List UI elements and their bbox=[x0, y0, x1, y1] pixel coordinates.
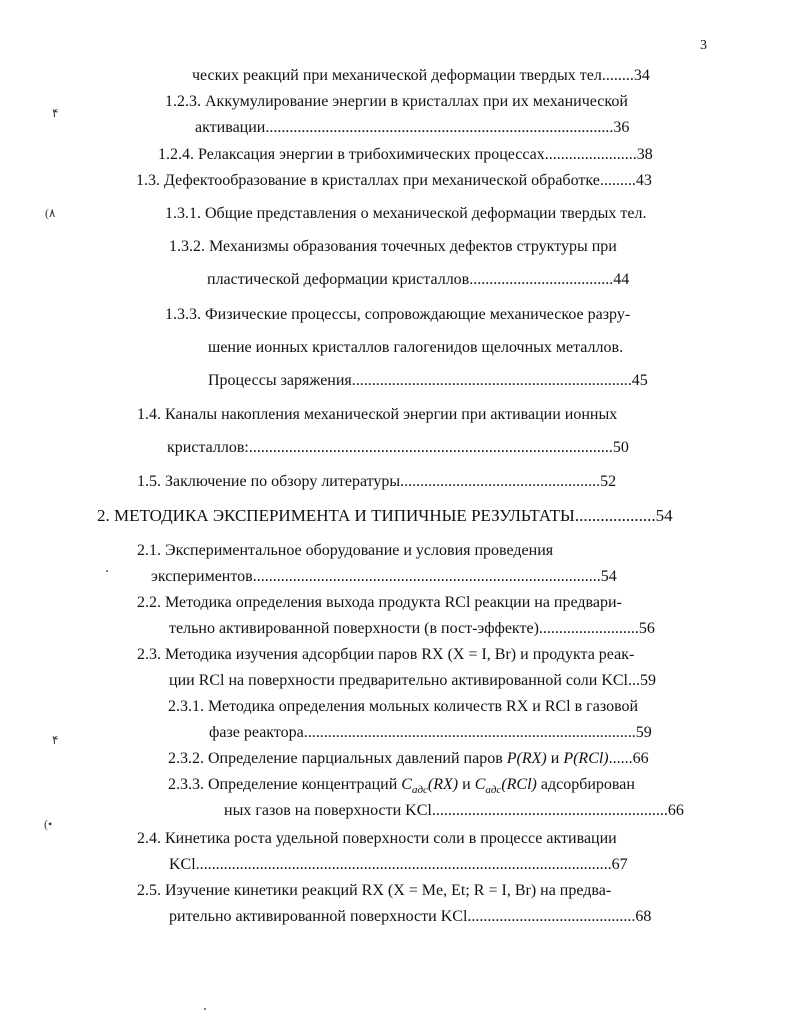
toc-line: кристаллов:...........................................................................................50 bbox=[167, 439, 629, 456]
toc-entry-2-3: 2.3. Методика изучения адсорбции паров RX (X = I, Br) и продукта реак- bbox=[137, 646, 635, 663]
toc-text: и bbox=[546, 750, 564, 767]
formula: C bbox=[401, 776, 412, 793]
toc-entry-1-2-4: 1.2.4. Релаксация энергии в трибохимических процессах.......................38 bbox=[158, 146, 653, 163]
toc-line: KCl........................................................................................................67 bbox=[169, 856, 628, 873]
toc-line: фазе реактора...................................................................................59 bbox=[209, 724, 652, 741]
toc-entry-2-5: 2.5. Изучение кинетики реакций RX (X = Me, Et; R = I, Br) на предва- bbox=[137, 882, 612, 899]
toc-chapter-2: 2. МЕТОДИКА ЭКСПЕРИМЕНТА И ТИПИЧНЫЕ РЕЗУЛЬТАТЫ...................54 bbox=[97, 506, 673, 525]
toc-entry-2-3-1: 2.3.1. Методика определения мольных количеств RX и RCl в газовой bbox=[168, 698, 639, 715]
toc-text: и bbox=[458, 776, 475, 793]
toc-entry-1-3-3: 1.3.3. Физические процессы, сопровождающие механическое разру- bbox=[165, 306, 631, 323]
toc-dots: ......66 bbox=[608, 750, 649, 767]
toc-entry-2-2: 2.2. Методика определения выхода продукта RCl реакции на предвари- bbox=[137, 594, 622, 611]
toc-text: 2.3.3. Определение концентраций bbox=[168, 776, 402, 793]
toc-line: Процессы заряжения......................................................................45 bbox=[208, 372, 648, 389]
toc-line: тельно активированной поверхности (в пост-эффекте).........................56 bbox=[169, 620, 655, 637]
toc-entry-1-3: 1.3. Дефектообразование в кристаллах при механической обработке.........43 bbox=[136, 172, 652, 189]
toc-entry-2-4: 2.4. Кинетика роста удельной поверхности соли в процессе активации bbox=[137, 830, 617, 847]
toc-entry-1-5: 1.5. Заключение по обзору литературы..................................................52 bbox=[137, 473, 617, 490]
toc-line: ции RCl на поверхности предварительно активированной соли KCl...59 bbox=[169, 672, 656, 689]
toc-text: 2.3.2. Определение парциальных давлений паров bbox=[168, 750, 507, 767]
formula: (RCl) bbox=[501, 776, 537, 793]
formula: (RX) bbox=[427, 776, 459, 793]
toc-entry-2-3-3 bbox=[168, 775, 635, 800]
scan-speck bbox=[204, 1008, 206, 1010]
toc-entry-1-3-1: 1.3.1. Общие представления о механической деформации твердых тел. bbox=[165, 205, 647, 222]
toc-line: рительно активированной поверхности KCl..........................................68 bbox=[169, 908, 652, 925]
toc-line: активации.......................................................................................36 bbox=[195, 119, 630, 136]
page-number: 3 bbox=[700, 38, 707, 53]
toc-text: адсорбирован bbox=[536, 776, 635, 793]
toc-entry-1-4: 1.4. Каналы накопления механической энергии при активации ионных bbox=[137, 406, 618, 423]
scan-speck bbox=[106, 570, 108, 572]
toc-entry-1-2-3: 1.2.3. Аккумулирование энергии в кристаллах при их механической bbox=[165, 93, 628, 110]
margin-mark: ۴ bbox=[52, 106, 59, 120]
toc-entry-1-3-2: 1.3.2. Механизмы образования точечных дефектов структуры при bbox=[169, 238, 617, 255]
toc-entry-2-1: 2.1. Экспериментальное оборудование и условия проведения bbox=[137, 542, 554, 559]
toc-line: ческих реакций при механической деформации твердых тел........34 bbox=[192, 67, 650, 84]
toc-entry-2-3-2 bbox=[168, 749, 649, 769]
margin-mark: (۸ bbox=[45, 206, 56, 220]
toc-line: экспериментов.......................................................................................54 bbox=[151, 568, 617, 585]
formula: P(RCl) bbox=[563, 750, 609, 767]
formula: P(RX) bbox=[506, 750, 547, 767]
toc-line: ных газов на поверхности KCl...........................................................66 bbox=[224, 802, 684, 819]
toc-line: шение ионных кристаллов галогенидов щелочных металлов. bbox=[208, 339, 624, 356]
toc-line: пластической деформации кристаллов....................................44 bbox=[207, 271, 630, 288]
margin-mark: (• bbox=[44, 817, 53, 831]
formula-subscript: адс bbox=[411, 784, 428, 797]
formula: C bbox=[474, 776, 486, 793]
formula-subscript: адс bbox=[485, 784, 502, 797]
margin-mark: ۴ bbox=[52, 733, 59, 747]
